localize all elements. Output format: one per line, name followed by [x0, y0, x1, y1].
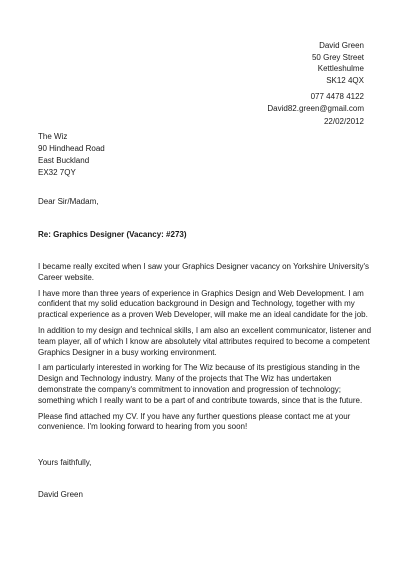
body-line: I am particularly interested in working for The Wiz because of its prestigious standing in the — [38, 363, 360, 373]
body-line: Graphics Designer in a busy working environment. — [38, 347, 217, 357]
body-line: Design and Technology industry. Many of the projects that The Wiz has undertaken — [38, 374, 332, 384]
sender-name: David Green — [319, 41, 364, 50]
salutation: Dear Sir/Madam, — [38, 197, 99, 206]
body-paragraph — [38, 325, 372, 358]
body-line: Career website. — [38, 272, 95, 282]
body-paragraph — [38, 262, 370, 284]
body-paragraph — [38, 412, 364, 434]
sender-street: 50 Grey Street — [311, 52, 364, 62]
body-line: team player, all of which I know are absolutely vital attributes required to become a competent — [38, 336, 370, 346]
sender-postcode: SK12 4QX — [326, 75, 364, 85]
body-paragraph — [38, 288, 368, 321]
letter-body — [38, 262, 372, 438]
body-line: practical experience as a proven Web Developer, will make me an ideal candidate for the job. — [38, 310, 368, 320]
body-line: something which I really want to be a part of and contribute towards, since that is the future. — [38, 395, 363, 405]
signature-name: David Green — [38, 490, 83, 499]
recipient-town: East Buckland — [38, 156, 90, 165]
body-paragraph — [38, 363, 364, 406]
recipient-address-block — [38, 131, 105, 179]
body-line: demonstrate the company's commitment to innovation and progression of technology; — [38, 384, 342, 394]
body-line: I became really excited when I saw your Graphics Designer vacancy on Yorkshire University's — [38, 262, 370, 271]
body-line: Please find attached my CV. If you have any further questions please contact me at your — [38, 411, 351, 421]
sender-town: Kettleshulme — [317, 64, 364, 74]
letter-date: 22/02/2012 — [323, 117, 364, 126]
recipient-name: The Wiz — [38, 132, 68, 141]
body-line: I have more than three years of experience in Graphics Design and Web Development. I am — [38, 288, 364, 298]
body-line: confident that my solid education background in Design and Technology, together with my — [38, 299, 355, 309]
body-line: In addition to my design and technical skills, I am also an excellent communicator, listener and — [38, 325, 372, 335]
closing: Yours faithfully, — [38, 458, 92, 467]
recipient-postcode: EX32 7QY — [38, 168, 76, 177]
sender-email: David82.green@gmail.com — [267, 103, 364, 113]
recipient-street: 90 Hindhead Road — [38, 144, 105, 153]
sender-address-block — [267, 40, 364, 115]
body-line: convenience. I'm looking forward to hearing from you soon! — [38, 422, 248, 432]
sender-phone: 077 4478 4122 — [310, 92, 364, 102]
subject-line: Re: Graphics Designer (Vacancy: #273) — [38, 230, 187, 239]
